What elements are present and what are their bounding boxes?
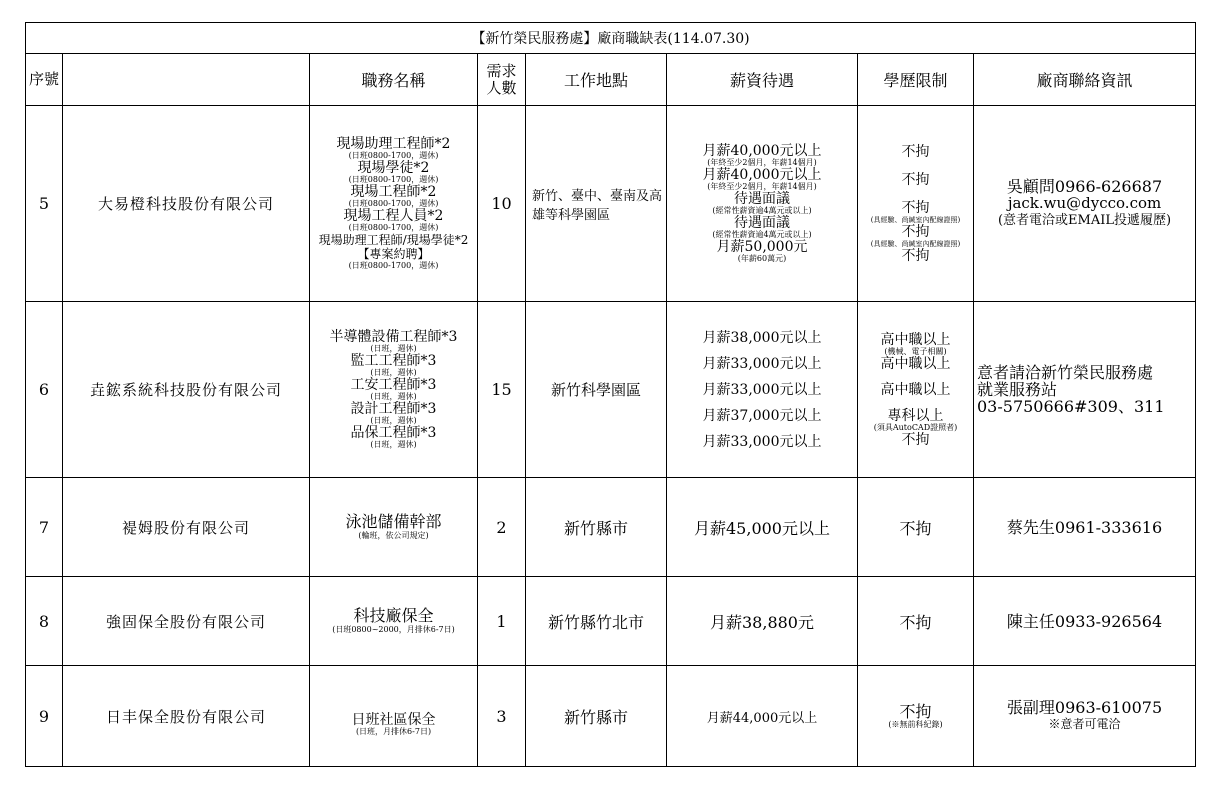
job-vacancy-table: [25, 22, 1196, 767]
salary-cell: 月薪44,000元以上: [667, 666, 858, 767]
salary-cell: 月薪38,880元: [667, 577, 858, 666]
salary-main: 月薪33,000元以上: [702, 381, 822, 398]
salary-note: (經常性薪資逾4萬元或以上): [712, 205, 812, 215]
header-location: 工作地點: [526, 54, 667, 106]
job-note: (日班，週休): [370, 367, 417, 377]
salary-main: 月薪33,000元以上: [702, 355, 822, 372]
education-main: 不拘: [901, 431, 930, 448]
job-note: (日班0800-1700，週休): [348, 198, 439, 208]
education-main: 高中職以上: [880, 381, 951, 398]
company-name: 褆姆股份有限公司: [63, 478, 310, 577]
contact-phone: 張副理0963-610075: [1006, 698, 1163, 717]
salary-note: (年終至少2個月，年薪14個月): [707, 181, 817, 191]
header-seq: 序號: [26, 54, 63, 106]
location-cell: 新竹縣市: [526, 666, 667, 767]
salary-cell: 月薪45,000元以上: [667, 478, 858, 577]
job-note: (日班0800~2000，月排休6-7日): [332, 625, 455, 634]
job-note: (輪班，依公司規定): [358, 531, 429, 540]
education-main: 高中職以上: [880, 355, 951, 372]
salary-main: 月薪40,000元以上: [702, 166, 822, 183]
company-name: 大易橙科技股份有限公司: [63, 106, 310, 302]
job-cell: [310, 478, 478, 577]
job-cell: [310, 106, 478, 302]
education-note: (機械、電子相關): [884, 346, 947, 356]
salary-main: 待遇面議: [734, 214, 790, 231]
location-cell: 新竹縣市: [526, 478, 667, 577]
job-note: (日班，月排休6-7日): [355, 727, 432, 736]
education-note: (※無前科紀錄): [888, 719, 943, 729]
count-cell: 3: [478, 666, 526, 767]
company-name: 強固保全股份有限公司: [63, 577, 310, 666]
education-main: 不拘: [899, 701, 932, 721]
job-title: 泳池儲備幹部: [345, 512, 442, 531]
job-title: 半導體設備工程師*3: [329, 328, 458, 345]
education-note: (須具AutoCAD證照者): [873, 422, 958, 432]
location-cell: 新竹縣竹北市: [526, 577, 667, 666]
job-title: 現場工程人員*2: [343, 207, 444, 224]
count-cell: 2: [478, 478, 526, 577]
education-main: 專科以上: [887, 407, 944, 424]
job-note: (日班0800-1700，週休): [348, 150, 439, 160]
job-note: (日班0800-1700，週休): [348, 222, 439, 232]
salary-cell: [667, 106, 858, 302]
salary-main: 待遇面議: [734, 190, 790, 207]
education-note: (具經驗、尚緘室內配線證照): [870, 215, 961, 224]
job-title: 現場工程師*2: [350, 183, 437, 200]
education-main: 高中職以上: [880, 331, 951, 348]
education-main: 不拘: [901, 199, 930, 216]
table-row: [26, 106, 1196, 302]
header-row: [26, 54, 1196, 106]
job-cell: [310, 666, 478, 767]
contact-phone: 03-5750666#309、311: [977, 397, 1165, 416]
job-title: 現場助理工程師*2: [336, 135, 451, 152]
salary-cell: [667, 302, 858, 478]
contact-cell: [974, 666, 1196, 767]
table-row: [26, 577, 1196, 666]
job-note: (日班0800-1700，週休): [348, 260, 439, 270]
salary-main: 月薪38,000元以上: [702, 329, 822, 346]
salary-main: 月薪50,000元: [716, 238, 808, 255]
location-cell: 新竹科學園區: [526, 302, 667, 478]
table-row: [26, 666, 1196, 767]
job-title: 監工工程師*3: [350, 352, 437, 369]
education-main: 不拘: [901, 143, 930, 160]
contact-note: (意者電洽或EMAIL投遞履歷): [997, 213, 1172, 228]
contact-line: 意者請洽新竹榮民服務處: [977, 363, 1154, 382]
count-cell: 1: [478, 577, 526, 666]
seq-cell: 6: [26, 302, 63, 478]
header-count: 需求人數: [478, 54, 526, 106]
education-cell: 不拘: [858, 577, 974, 666]
education-cell: 不拘: [858, 478, 974, 577]
salary-note: (經常性薪資逾4萬元或以上): [712, 229, 812, 239]
contact-cell: [974, 106, 1196, 302]
contact-note: ※意者可電洽: [1048, 717, 1121, 731]
contact-cell: 蔡先生0961-333616: [974, 478, 1196, 577]
job-title: 工安工程師*3: [350, 376, 437, 393]
education-main: 不拘: [901, 223, 930, 240]
contact-cell: [974, 302, 1196, 478]
job-note: (日班，週休): [370, 391, 417, 401]
job-note: (日班，週休): [370, 415, 417, 425]
job-title: 品保工程師*3: [350, 424, 437, 441]
seq-cell: 7: [26, 478, 63, 577]
count-cell: 15: [478, 302, 526, 478]
job-title: 現場助理工程師/現場學徒*2【專案約聘】: [318, 232, 469, 261]
education-main: 不拘: [901, 171, 930, 188]
header-education: 學歷限制: [858, 54, 974, 106]
contact-line: 就業服務站: [977, 380, 1058, 399]
table-row: [26, 478, 1196, 577]
job-note: (日班，週休): [370, 439, 417, 449]
job-cell: [310, 302, 478, 478]
contact-cell: 陳主任0933-926564: [974, 577, 1196, 666]
location-cell: 新竹、臺中、臺南及高雄等科學園區: [526, 106, 667, 302]
table-row: [26, 302, 1196, 478]
count-cell: 10: [478, 106, 526, 302]
education-cell: [858, 106, 974, 302]
job-title: 科技廠保全: [353, 606, 434, 625]
job-note: (日班0800-1700，週休): [348, 174, 439, 184]
salary-note: (年終至少2個月，年薪14個月): [707, 157, 817, 167]
education-cell: [858, 302, 974, 478]
job-title: 設計工程師*3: [350, 400, 437, 417]
contact-phone: 吳顧問0966-626687: [1006, 177, 1163, 196]
salary-note: (年薪60萬元): [737, 253, 787, 263]
salary-main: 月薪37,000元以上: [702, 407, 822, 424]
education-cell: [858, 666, 974, 767]
header-company: [63, 54, 310, 106]
header-contact: 廠商聯絡資訊: [974, 54, 1196, 106]
salary-main: 月薪33,000元以上: [702, 433, 822, 450]
education-main: 不拘: [901, 247, 930, 264]
header-salary: 薪資待遇: [667, 54, 858, 106]
education-note: (具經驗、尚緘室內配線證照): [870, 239, 961, 248]
company-name: 日丰保全股份有限公司: [63, 666, 310, 767]
contact-email: jack.wu@dycco.com: [1007, 194, 1162, 212]
company-name: 垚鋐系統科技股份有限公司: [63, 302, 310, 478]
job-title: 現場學徒*2: [357, 159, 430, 176]
salary-main: 月薪40,000元以上: [702, 142, 822, 159]
job-cell: [310, 577, 478, 666]
seq-cell: 9: [26, 666, 63, 767]
table-title: 【新竹榮民服務處】廠商職缺表(114.07.30): [26, 23, 1196, 54]
header-job: 職務名稱: [310, 54, 478, 106]
seq-cell: 5: [26, 106, 63, 302]
job-title: 日班社區保全: [351, 712, 436, 728]
seq-cell: 8: [26, 577, 63, 666]
job-note: (日班，週休): [370, 343, 417, 353]
